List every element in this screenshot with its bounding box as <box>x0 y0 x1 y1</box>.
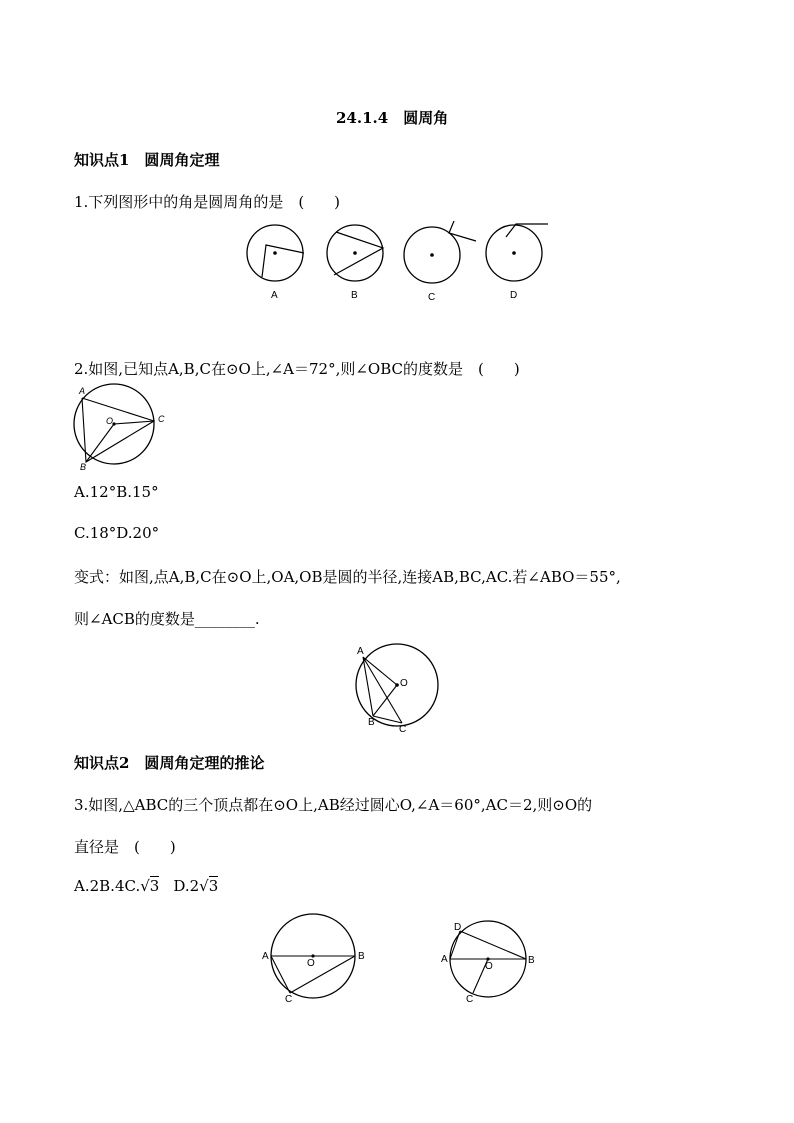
option-d-radicand: 3 <box>208 877 219 895</box>
q3-fig1-label-c: C <box>285 994 293 1005</box>
variant-label-o: O <box>400 678 408 689</box>
question-3-text-line-2: 直径是 ( ) <box>74 838 176 856</box>
question-1-text: 1.下列图形中的角是圆周角的是 ( ) <box>74 193 341 211</box>
q3-figure-1 <box>271 914 355 998</box>
figure-1d-label: D <box>510 290 518 301</box>
q3-fig2-label-a: A <box>441 954 448 965</box>
q2-label-c: C <box>158 414 165 424</box>
q3-fig2-label-d: D <box>454 922 462 933</box>
variant-text-line-1: 变式：如图,点A,B,C在⊙O上,OA,OB是圆的半径,连接AB,BC,AC.若∠ABO＝55°, <box>74 568 621 586</box>
q3-fig1-label-a: A <box>262 951 269 962</box>
question-2-options-2: C.18°D.20° <box>74 524 160 542</box>
q3-fig1-label-o: O <box>307 958 315 969</box>
question-3-text-line-1: 3.如图,△ABC的三个顶点都在⊙O上,AB经过圆心O,∠A＝60°,AC＝2,则⊙O的 <box>74 796 593 814</box>
option-a: A.2 <box>74 877 100 895</box>
variant-label-a: A <box>357 646 364 657</box>
q2-label-a: A <box>79 386 86 396</box>
figure-1b-label: B <box>351 290 358 301</box>
section-heading-1: 知识点1 圆周角定理 <box>74 151 220 169</box>
q3-figure-2 <box>450 921 526 997</box>
variant-text-line-2: 则∠ACB的度数是________. <box>74 610 260 628</box>
q3-fig2-label-c: C <box>466 994 474 1005</box>
option-d: D.2 <box>173 877 200 895</box>
question-2-text: 2.如图,已知点A,B,C在⊙O上,∠A＝72°,则∠OBC的度数是 ( ) <box>74 360 520 378</box>
q2-label-b: B <box>80 462 87 472</box>
option-c: C. <box>124 877 141 895</box>
page-title: 24.1.4 圆周角 <box>336 109 449 127</box>
q3-fig2-label-o: O <box>485 961 493 972</box>
variant-label-b: B <box>368 717 375 728</box>
variant-label-c: C <box>399 724 407 735</box>
sqrt-symbol: √ <box>140 877 150 895</box>
option-b: B.4 <box>99 877 125 895</box>
q2-label-o: O <box>106 416 114 426</box>
figure-1c-label: C <box>428 292 436 303</box>
q3-fig2-label-b: B <box>528 955 535 966</box>
option-c-radicand: 3 <box>149 877 160 895</box>
sqrt-symbol: √ <box>199 877 209 895</box>
section-heading-2: 知识点2 圆周角定理的推论 <box>74 754 265 772</box>
figure-1a-label: A <box>271 290 278 301</box>
question-2-options-1: A.12°B.15° <box>74 483 159 501</box>
q3-fig1-label-b: B <box>358 951 365 962</box>
